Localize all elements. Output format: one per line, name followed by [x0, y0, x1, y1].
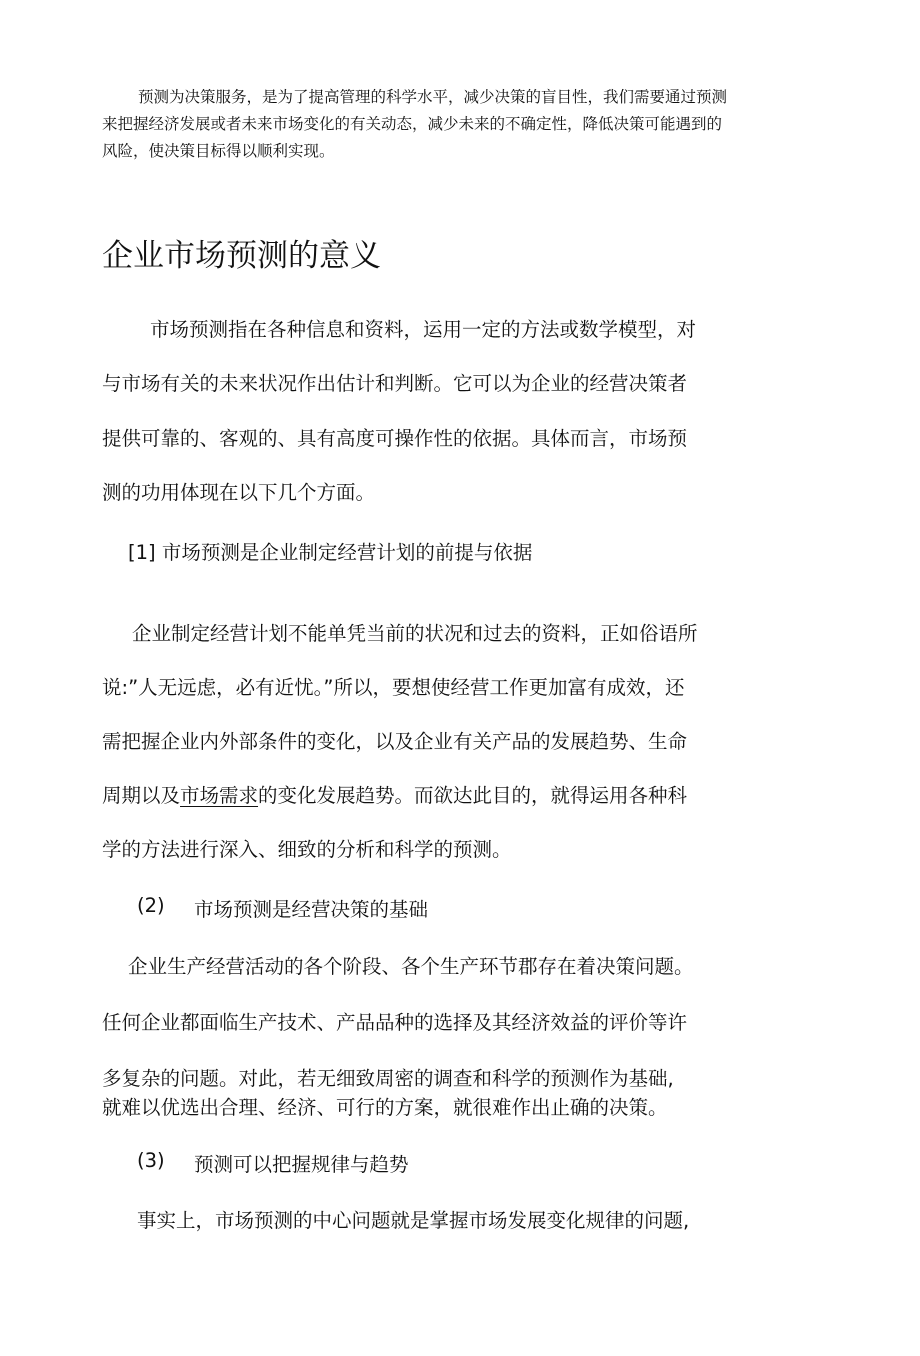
para1-line-4: 测的功用体现在以下几个方面。	[102, 481, 376, 504]
para2-line-1: 企业制定经营计划不能单凭当前的状况和过去的资料，正如俗语所	[132, 622, 698, 645]
para1-line-3: 提供可靠的、客观的、具有高度可操作性的依据。具体而言，市场预	[102, 427, 688, 450]
subheading-2-text: 市场预测是经营决策的基础	[194, 898, 429, 921]
subheading-1: [1] 市场预测是企业制定经营计划的前提与依据	[128, 541, 533, 564]
para2-line-2: 说:”人无远虑，必有近忧。”所以，要想使经营工作更加富有成效，还	[102, 676, 685, 699]
para2-line-4-before: 周期以及	[102, 784, 181, 807]
market-demand-link[interactable]: 市场需求	[180, 784, 259, 807]
subheading-3-number: (3)	[137, 1149, 165, 1172]
subheading-3-text: 预测可以把握规律与趋势	[194, 1153, 409, 1176]
para2-line-4	[102, 780, 687, 808]
para2-line-4-after: 的变化发展趋势。而欲达此目的，就得运用各种科	[258, 784, 688, 807]
para1-line-1: 市场预测指在各种信息和资料，运用一定的方法或数学模型，对	[150, 318, 697, 341]
para2-line-3: 需把握企业内外部条件的变化，以及企业有关产品的发展趋势、生命	[102, 730, 688, 753]
para2-line-5: 学的方法进行深入、细致的分析和科学的预测。	[102, 838, 512, 861]
para3-line-2: 任何企业都面临生产技术、产品品种的选择及其经济效益的评价等许	[102, 1011, 688, 1034]
intro-line-2: 来把握经济发展或者未来市场变化的有关动态，减少未来的不确定性，降低决策可能遇到的	[102, 115, 723, 133]
para4-line-1: 事实上，市场预测的中心问题就是掌握市场发展变化规律的问题,	[137, 1209, 690, 1232]
para3-line-4: 就难以优选出合理、经济、可行的方案，就很难作出止确的决策。	[102, 1096, 668, 1119]
intro-line-3: 风险，使决策目标得以顺利实现。	[102, 142, 335, 160]
subheading-2-number: (2)	[137, 894, 165, 917]
intro-line-1: 预测为决策服务，是为了提高管理的科学水平，减少决策的盲目性，我们需要通过预测	[138, 88, 728, 106]
section-title: 企业市场预测的意义	[102, 238, 381, 274]
para3-line-3: 多复杂的问题。对此，若无细致周密的调查和科学的预测作为基础,	[102, 1067, 674, 1090]
para1-line-2: 与市场有关的未来状况作出估计和判断。它可以为企业的经营决策者	[102, 372, 688, 395]
para3-line-1: 企业生产经营活动的各个阶段、各个生产环节郡存在着决策问题。	[128, 955, 694, 978]
